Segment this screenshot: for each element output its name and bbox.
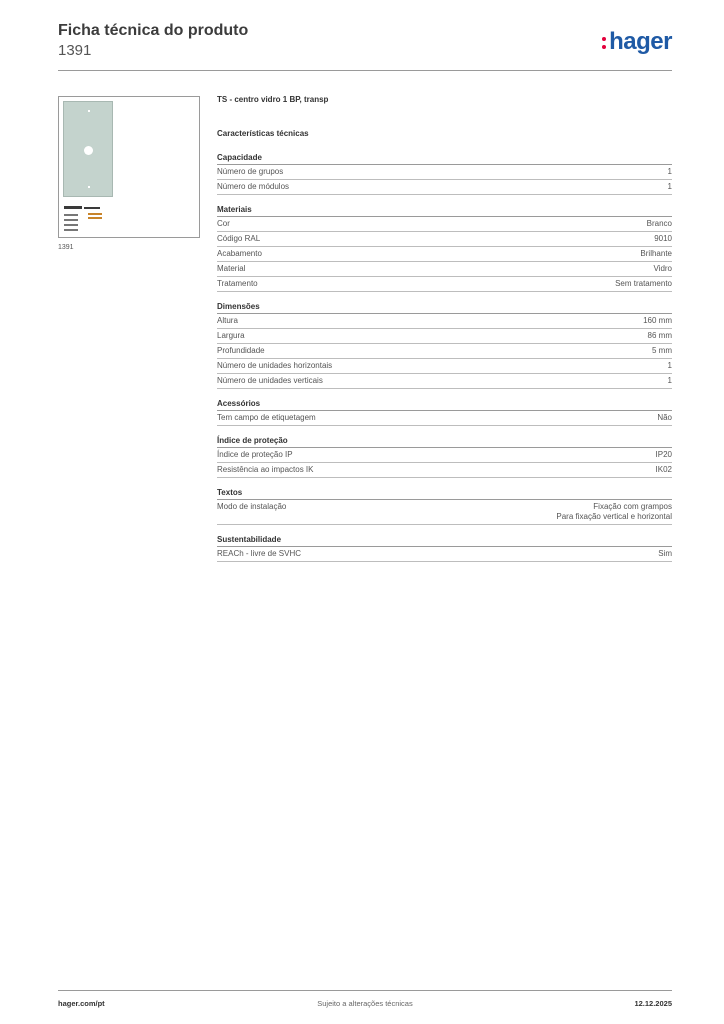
product-number: 1391 — [58, 42, 92, 59]
section-title: Índice de proteção — [217, 436, 672, 448]
spec-value-line: IP20 — [655, 450, 672, 459]
spec-row — [217, 463, 672, 478]
drawing-line — [84, 207, 100, 209]
spec-value — [654, 234, 672, 244]
spec-value — [656, 450, 672, 460]
spec-value — [658, 549, 672, 559]
spec-sections — [217, 153, 672, 562]
spec-value-line: 1 — [667, 167, 672, 176]
spec-row — [217, 374, 672, 389]
hager-logo — [602, 28, 672, 56]
spec-section — [217, 488, 672, 525]
spec-row — [217, 165, 672, 180]
spec-value — [647, 219, 672, 229]
section-title: Materiais — [217, 205, 672, 217]
spec-value — [668, 361, 672, 371]
spec-value — [640, 249, 672, 259]
footer-notice: Sujeito a alterações técnicas — [317, 999, 413, 1008]
spec-row — [217, 217, 672, 232]
spec-value-line: Fixação com grampos — [593, 502, 672, 511]
spec-label: Índice de proteção IP — [217, 450, 293, 459]
spec-label: Número de unidades horizontais — [217, 361, 333, 370]
spec-value-line: Não — [657, 413, 672, 422]
spec-label: Acabamento — [217, 249, 262, 258]
spec-section — [217, 205, 672, 292]
spec-row — [217, 247, 672, 262]
drawing-line — [64, 219, 78, 221]
spec-row — [217, 277, 672, 292]
product-name: TS - centro vidro 1 BP, transp — [217, 95, 329, 104]
spec-row — [217, 500, 672, 525]
drawing-line — [88, 213, 102, 215]
spec-value — [615, 279, 672, 289]
spec-row — [217, 329, 672, 344]
spec-label: Número de módulos — [217, 182, 290, 191]
footer-date: 12.12.2025 — [634, 999, 672, 1008]
section-title: Capacidade — [217, 153, 672, 165]
spec-value — [556, 502, 672, 522]
spec-value — [668, 182, 672, 192]
image-caption: 1391 — [58, 244, 74, 251]
spec-label: Largura — [217, 331, 245, 340]
spec-value-line: 9010 — [654, 234, 672, 243]
drawing-line — [64, 206, 82, 209]
spec-label: REACh - livre de SVHC — [217, 549, 302, 558]
spec-value-line: 86 mm — [647, 331, 672, 340]
spec-value-line: 160 mm — [643, 316, 672, 325]
spec-row — [217, 180, 672, 195]
spec-value — [668, 376, 672, 386]
logo-text: hager — [609, 28, 672, 55]
spec-section — [217, 302, 672, 389]
spec-section — [217, 535, 672, 562]
document-title: Ficha técnica do produto — [58, 22, 249, 39]
spec-value-line: Para fixação vertical e horizontal — [556, 512, 672, 521]
page-footer — [58, 990, 672, 1008]
spec-section — [217, 399, 672, 426]
specs-heading: Características técnicas — [217, 129, 309, 138]
spec-section — [217, 436, 672, 478]
spec-row — [217, 547, 672, 562]
spec-row — [217, 448, 672, 463]
spec-value-line: IK02 — [655, 465, 672, 474]
spec-label: Resistência ao impactos IK — [217, 465, 314, 474]
spec-value — [643, 316, 672, 326]
section-title: Dimensões — [217, 302, 672, 314]
spec-row — [217, 314, 672, 329]
spec-value — [668, 167, 672, 177]
spec-label: Número de grupos — [217, 167, 284, 176]
spec-row — [217, 411, 672, 426]
spec-label: Cor — [217, 219, 230, 228]
drawing-line — [64, 214, 78, 216]
spec-value-line: 1 — [667, 361, 672, 370]
page-header — [58, 20, 672, 71]
spec-value-line: 1 — [667, 182, 672, 191]
logo-dots-icon — [602, 34, 607, 50]
spec-value-line: Branco — [646, 219, 672, 228]
spec-section — [217, 153, 672, 195]
spec-value — [656, 465, 672, 475]
section-title: Textos — [217, 488, 672, 500]
glass-plate-icon — [63, 101, 113, 197]
drawing-line — [64, 229, 78, 231]
spec-label: Material — [217, 264, 246, 273]
drawing-line — [64, 224, 78, 226]
footer-website: hager.com/pt — [58, 999, 105, 1008]
spec-label: Altura — [217, 316, 238, 325]
spec-label: Tem campo de etiquetagem — [217, 413, 316, 422]
spec-row — [217, 232, 672, 247]
spec-value — [652, 346, 672, 356]
spec-label: Modo de instalação — [217, 502, 287, 511]
spec-value-line: Vidro — [653, 264, 672, 273]
product-details — [217, 95, 672, 562]
spec-value — [657, 413, 672, 423]
spec-value-line: Sim — [658, 549, 672, 558]
spec-value — [653, 264, 672, 274]
section-title: Sustentabilidade — [217, 535, 672, 547]
spec-value — [648, 331, 672, 341]
spec-value-line: 1 — [667, 376, 672, 385]
product-image — [58, 96, 200, 238]
spec-value-line: Sem tratamento — [615, 279, 672, 288]
spec-label: Código RAL — [217, 234, 261, 243]
spec-label: Profundidade — [217, 346, 265, 355]
spec-row — [217, 359, 672, 374]
drawing-line — [88, 217, 102, 219]
spec-label: Número de unidades verticais — [217, 376, 323, 385]
spec-label: Tratamento — [217, 279, 258, 288]
spec-value-line: 5 mm — [652, 346, 672, 355]
spec-row — [217, 262, 672, 277]
section-title: Acessórios — [217, 399, 672, 411]
spec-value-line: Brilhante — [640, 249, 672, 258]
spec-row — [217, 344, 672, 359]
